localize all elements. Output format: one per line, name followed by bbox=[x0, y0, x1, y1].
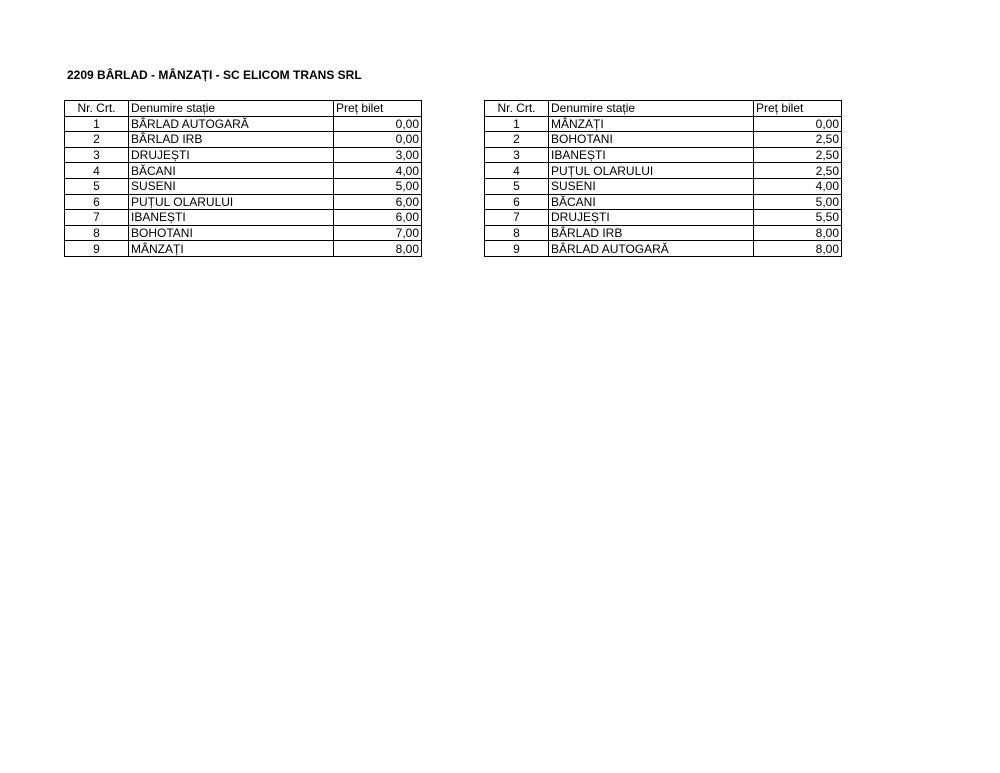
table-row bbox=[65, 194, 422, 210]
station-name: BÂRLAD IRB bbox=[549, 225, 754, 241]
ticket-price: 6,00 bbox=[334, 210, 422, 226]
ticket-price: 6,00 bbox=[334, 194, 422, 210]
station-name: BÂRLAD AUTOGARĂ bbox=[549, 241, 754, 257]
ticket-price: 4,00 bbox=[754, 178, 842, 194]
row-number: 3 bbox=[65, 147, 129, 163]
station-name: DRUJEȘTI bbox=[549, 210, 754, 226]
row-number: 5 bbox=[65, 178, 129, 194]
page-title: 2209 BÂRLAD - MÂNZAȚI - SC ELICOM TRANS SRL bbox=[67, 68, 362, 82]
table-row bbox=[65, 147, 422, 163]
header-station-name: Denumire stație bbox=[129, 101, 334, 117]
table-row bbox=[65, 163, 422, 179]
ticket-price: 5,50 bbox=[754, 210, 842, 226]
table-row bbox=[485, 178, 842, 194]
row-number: 1 bbox=[485, 116, 549, 132]
ticket-price: 0,00 bbox=[334, 116, 422, 132]
fare-table-return bbox=[484, 100, 842, 257]
station-name: BĂCANI bbox=[129, 163, 334, 179]
table-row bbox=[65, 132, 422, 148]
station-name: MÂNZAȚI bbox=[129, 241, 334, 257]
table-row bbox=[65, 178, 422, 194]
station-name: BÂRLAD IRB bbox=[129, 132, 334, 148]
ticket-price: 8,00 bbox=[754, 225, 842, 241]
table-row bbox=[485, 163, 842, 179]
ticket-price: 7,00 bbox=[334, 225, 422, 241]
station-name: MÂNZAȚI bbox=[549, 116, 754, 132]
station-name: PUȚUL OLARULUI bbox=[129, 194, 334, 210]
ticket-price: 0,00 bbox=[334, 132, 422, 148]
row-number: 8 bbox=[485, 225, 549, 241]
ticket-price: 2,50 bbox=[754, 132, 842, 148]
row-number: 2 bbox=[65, 132, 129, 148]
station-name: PUȚUL OLARULUI bbox=[549, 163, 754, 179]
ticket-price: 3,00 bbox=[334, 147, 422, 163]
row-number: 3 bbox=[485, 147, 549, 163]
table-header-row bbox=[65, 101, 422, 117]
table-row bbox=[485, 225, 842, 241]
row-number: 6 bbox=[65, 194, 129, 210]
row-number: 8 bbox=[65, 225, 129, 241]
table-row bbox=[485, 241, 842, 257]
row-number: 7 bbox=[485, 210, 549, 226]
row-number: 6 bbox=[485, 194, 549, 210]
table-row bbox=[65, 225, 422, 241]
header-nr-crt: Nr. Crt. bbox=[485, 101, 549, 117]
ticket-price: 4,00 bbox=[334, 163, 422, 179]
row-number: 1 bbox=[65, 116, 129, 132]
row-number: 4 bbox=[65, 163, 129, 179]
station-name: BOHOTANI bbox=[549, 132, 754, 148]
header-nr-crt: Nr. Crt. bbox=[65, 101, 129, 117]
header-ticket-price: Preț bilet bbox=[754, 101, 842, 117]
station-name: DRUJEȘTI bbox=[129, 147, 334, 163]
station-name: IBANEȘTI bbox=[549, 147, 754, 163]
station-name: IBANEȘTI bbox=[129, 210, 334, 226]
row-number: 4 bbox=[485, 163, 549, 179]
fare-table-body bbox=[485, 101, 842, 257]
station-name: BÂRLAD AUTOGARĂ bbox=[129, 116, 334, 132]
fare-table-body bbox=[65, 101, 422, 257]
station-name: BĂCANI bbox=[549, 194, 754, 210]
table-row bbox=[485, 116, 842, 132]
ticket-price: 8,00 bbox=[334, 241, 422, 257]
fare-table-outbound bbox=[64, 100, 422, 257]
table-row bbox=[485, 147, 842, 163]
row-number: 5 bbox=[485, 178, 549, 194]
table-row bbox=[65, 210, 422, 226]
table-row bbox=[65, 116, 422, 132]
table-row bbox=[485, 132, 842, 148]
ticket-price: 0,00 bbox=[754, 116, 842, 132]
station-name: SUSENI bbox=[549, 178, 754, 194]
table-row bbox=[485, 210, 842, 226]
row-number: 9 bbox=[65, 241, 129, 257]
station-name: BOHOTANI bbox=[129, 225, 334, 241]
ticket-price: 2,50 bbox=[754, 163, 842, 179]
ticket-price: 8,00 bbox=[754, 241, 842, 257]
ticket-price: 5,00 bbox=[754, 194, 842, 210]
header-station-name: Denumire stație bbox=[549, 101, 754, 117]
table-row bbox=[485, 194, 842, 210]
row-number: 7 bbox=[65, 210, 129, 226]
ticket-price: 2,50 bbox=[754, 147, 842, 163]
header-ticket-price: Preț bilet bbox=[334, 101, 422, 117]
station-name: SUSENI bbox=[129, 178, 334, 194]
ticket-price: 5,00 bbox=[334, 178, 422, 194]
table-row bbox=[65, 241, 422, 257]
row-number: 2 bbox=[485, 132, 549, 148]
row-number: 9 bbox=[485, 241, 549, 257]
table-header-row bbox=[485, 101, 842, 117]
